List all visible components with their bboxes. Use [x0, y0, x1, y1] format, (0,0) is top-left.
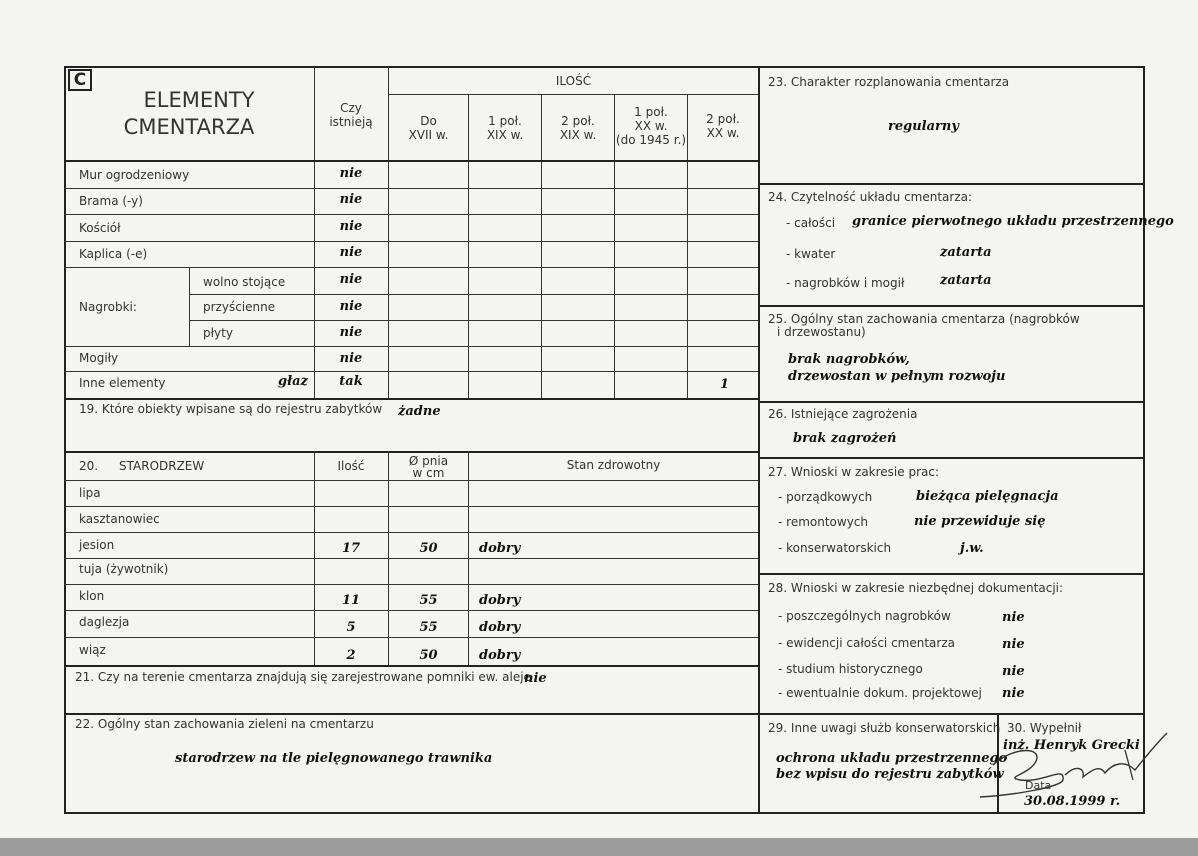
q25-label-1: 25. Ogólny stan zachowania cmentarza (nagrobków — [768, 312, 1080, 326]
row-line — [758, 401, 1145, 403]
row-line — [758, 305, 1145, 307]
row-line — [64, 558, 758, 559]
tree-name: kasztanowiec — [79, 512, 160, 526]
tree-count: 2 — [346, 648, 356, 663]
tree-count: 17 — [341, 541, 361, 556]
q24-row-value: zatarta — [940, 273, 992, 288]
tree-diam: 55 — [419, 620, 438, 635]
q28-row-label: - ewidencji całości cmentarza — [778, 636, 955, 650]
tree-name: klon — [79, 589, 105, 603]
q29-value-2: bez wpisu do rejestru zabytków — [776, 767, 1004, 782]
period-line: XVII w. — [408, 128, 449, 142]
row-line — [758, 457, 1145, 459]
row-line — [64, 160, 758, 162]
period-line: (do 1945 r.) — [615, 133, 687, 147]
nagrobki-label: Nagrobki: — [79, 300, 137, 314]
trees-title: STARODRZEW — [119, 459, 205, 473]
q24-row-label: - kwater — [786, 247, 836, 261]
row-line — [64, 214, 758, 215]
q23-value: regularny — [888, 119, 959, 134]
period-line: 2 poł. — [706, 112, 740, 126]
q28-row-value: nie — [1002, 610, 1025, 625]
form-frame — [64, 66, 1145, 814]
tree-diam: 55 — [419, 593, 438, 608]
element-exists: tak — [339, 374, 363, 389]
tree-name: wiąz — [79, 643, 106, 657]
q28-row-label: - studium historycznego — [778, 662, 923, 676]
q30-date: 30.08.1999 r. — [1024, 794, 1121, 809]
element-exists: nie — [339, 166, 363, 181]
q28-row-value: nie — [1002, 637, 1025, 652]
q27-row-label: - porządkowych — [778, 490, 873, 504]
tree-count: 11 — [341, 593, 361, 608]
q21-value: nie — [524, 671, 547, 686]
form-title-line2: CMENTARZA — [123, 115, 255, 139]
element-exists: nie — [339, 351, 363, 366]
element-exists: nie — [339, 325, 363, 340]
element-label: płyty — [203, 326, 233, 340]
q29-value-1: ochrona układu przestrzennego — [776, 751, 1008, 766]
row-line — [64, 267, 758, 268]
signature — [975, 725, 1175, 805]
q30-date-label: Data — [1025, 779, 1052, 792]
q27-label: 27. Wnioski w zakresie prac: — [768, 465, 940, 479]
row-line — [64, 637, 758, 638]
element-exists: nie — [339, 192, 363, 207]
element-exists: nie — [339, 299, 363, 314]
q28-row-value: nie — [1002, 664, 1025, 679]
period-line: Do — [420, 114, 437, 128]
tree-health: dobry — [479, 620, 521, 635]
trees-diam-header-2: w cm — [412, 466, 445, 480]
row-line — [64, 398, 758, 400]
period-line: 1 poł. — [488, 114, 522, 128]
row-line — [64, 241, 758, 242]
q26-label: 26. Istniejące zagrożenia — [768, 407, 918, 421]
row-line — [64, 532, 758, 533]
inne-count: 1 — [720, 377, 730, 392]
element-label: Brama (-y) — [79, 194, 143, 208]
row-line — [189, 320, 758, 321]
period-line: XIX w. — [559, 128, 597, 142]
tree-name: lipa — [79, 486, 101, 500]
row-line — [64, 584, 758, 585]
tree-diam: 50 — [419, 648, 438, 663]
tree-name: jesion — [79, 538, 115, 552]
q30-name: inż. Henryk Grecki — [1003, 738, 1140, 753]
q27-row-value: j.w. — [960, 541, 984, 556]
q19-value: żadne — [398, 404, 441, 419]
row-line — [64, 506, 758, 507]
q28-row-value: nie — [1002, 686, 1025, 701]
row-line — [389, 94, 758, 95]
row-line — [64, 665, 758, 667]
trees-num: 20. — [79, 459, 99, 473]
tree-health: dobry — [479, 648, 521, 663]
trees-count-header: Ilość — [337, 459, 365, 473]
row-line — [64, 188, 758, 189]
tree-count: 5 — [346, 620, 356, 635]
row-line — [64, 346, 758, 347]
row-line — [189, 294, 758, 295]
q25-label-2: i drzewostanu) — [777, 325, 866, 339]
period-line: 2 poł. — [561, 114, 595, 128]
q27-row-value: nie przewiduje się — [914, 514, 1046, 529]
tree-diam: 50 — [419, 541, 438, 556]
q24-row-label: - całości — [786, 216, 836, 230]
element-exists: nie — [339, 245, 363, 260]
q22-label: 22. Ogólny stan zachowania zieleni na cmentarzu — [75, 717, 374, 731]
q30-label: 30. Wypełnił — [1007, 721, 1082, 735]
q24-label: 24. Czytelność układu cmentarza: — [768, 190, 973, 204]
q28-label: 28. Wnioski w zakresie niezbędnej dokumentacji: — [768, 581, 1064, 595]
period-line: XX w. — [634, 119, 668, 133]
q27-row-label: - konserwatorskich — [778, 541, 892, 555]
element-label: Mur ogrodzeniowy — [79, 168, 190, 182]
section-letter-box: C — [68, 69, 92, 91]
element-label: wolno stojące — [203, 275, 286, 289]
row-line — [64, 480, 758, 481]
q27-row-value: bieżąca pielęgnacja — [916, 489, 1059, 504]
row-line — [64, 371, 758, 372]
period-line: XX w. — [706, 126, 740, 140]
row-line — [758, 573, 1145, 575]
element-label: Kaplica (-e) — [79, 247, 148, 261]
q22-value: starodrzew na tle pielęgnowanego trawnika — [175, 751, 493, 766]
period-line: XIX w. — [486, 128, 524, 142]
row-line — [64, 713, 1145, 715]
q24-row-label: - nagrobków i mogił — [786, 276, 905, 290]
q29-label: 29. Inne uwagi służb konserwatorskich — [768, 721, 1001, 735]
trees-diam-header-1: Ø pnia — [408, 454, 449, 468]
q27-row-label: - remontowych — [778, 515, 868, 529]
element-label: Kościół — [79, 221, 121, 235]
q28-row-label: - poszczególnych nagrobków — [778, 609, 951, 623]
element-label: przyścienne — [203, 300, 276, 314]
period-line: 1 poł. — [634, 105, 668, 119]
q25-value-1: brak nagrobków, — [788, 352, 910, 367]
form-title-line1: ELEMENTY — [143, 88, 255, 112]
q24-row-value: zatarta — [940, 245, 992, 260]
element-exists: nie — [339, 219, 363, 234]
q23-label: 23. Charakter rozplanowania cmentarza — [768, 75, 1010, 89]
tree-name: daglezja — [79, 615, 130, 629]
q21-label: 21. Czy na terenie cmentarza znajdują się zarejestrowane pomniki ew. aleje — [75, 670, 531, 684]
header-exists-2: istnieją — [329, 115, 373, 129]
row-line — [64, 451, 758, 453]
q25-value-2: drzewostan w pełnym rozwoju — [788, 369, 1006, 384]
header-exists-1: Czy — [340, 101, 362, 115]
inne-detail: głaz — [278, 374, 308, 389]
header-ilosc: ILOŚĆ — [555, 74, 592, 88]
tree-health: dobry — [479, 541, 521, 556]
row-line — [64, 610, 758, 611]
q24-row-value: granice pierwotnego układu przestrzennego — [852, 214, 1174, 229]
tree-health: dobry — [479, 593, 521, 608]
element-exists: nie — [339, 272, 363, 287]
trees-health-header: Stan zdrowotny — [566, 458, 661, 472]
col-line — [189, 267, 190, 346]
q28-row-label: - ewentualnie dokum. projektowej — [778, 686, 982, 700]
main-divider — [758, 66, 760, 814]
row-line — [758, 183, 1145, 185]
tree-name: tuja (żywotnik) — [79, 562, 169, 576]
element-label: Inne elementy — [79, 376, 166, 390]
q26-value: brak zagrożeń — [793, 431, 897, 446]
q19-label: 19. Które obiekty wpisane są do rejestru zabytków — [79, 402, 383, 416]
element-label: Mogiły — [79, 351, 119, 365]
